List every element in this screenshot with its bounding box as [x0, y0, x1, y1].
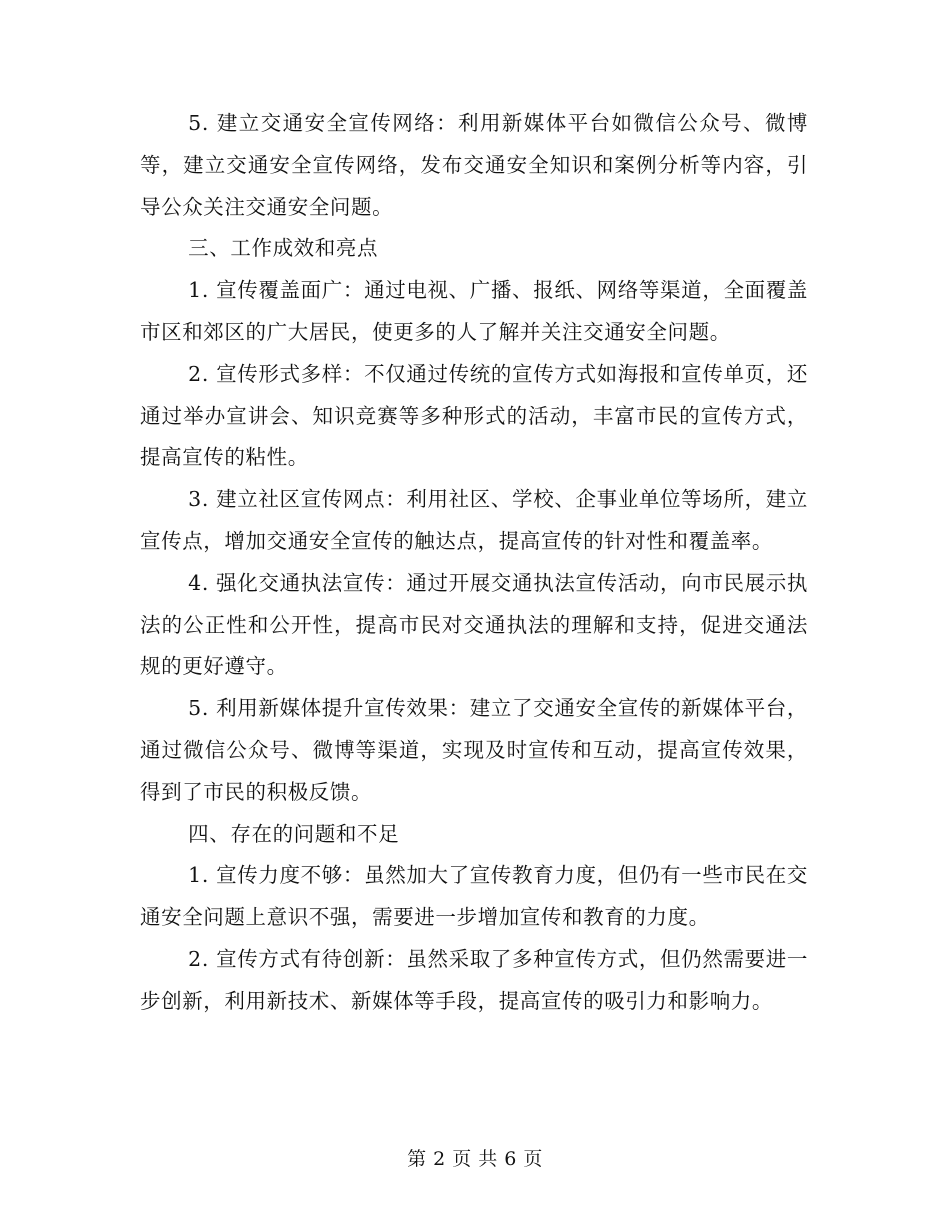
paragraph-item: 2. 宣传形式多样：不仅通过传统的宣传方式如海报和宣传单页，还通过举办宣讲会、知识竞赛等多种形式的活动，丰富市民的宣传方式，提高宣传的粘性。 [140, 361, 808, 470]
paragraph-item: 3. 建立社区宣传网点：利用社区、学校、企事业单位等场所，建立宣传点，增加交通安全宣传的触达点，提高宣传的针对性和覆盖率。 [140, 487, 808, 553]
paragraph-item: 2. 宣传方式有待创新：虽然采取了多种宣传方式，但仍然需要进一步创新，利用新技术、新媒体等手段，提高宣传的吸引力和影响力。 [140, 946, 808, 1013]
section-heading: 四、存在的问题和不足 [188, 821, 400, 846]
paragraph-item: 5. 建立交通安全宣传网络：利用新媒体平台如微信公众号、微博等，建立交通安全宣传网络，发布交通安全知识和案例分析等内容，引导公众关注交通安全问题。 [140, 111, 808, 219]
section-heading: 三、工作成效和亮点 [188, 236, 379, 261]
document-body [140, 103, 808, 1023]
paragraph-item: 4. 强化交通执法宣传：通过开展交通执法宣传活动，向市民展示执法的公正性和公开性，提高市民对交通执法的理解和支持，促进交通法规的更好遵守。 [140, 570, 808, 679]
paragraph-item: 1. 宣传力度不够：虽然加大了宣传教育力度，但仍有一些市民在交通安全问题上意识不强，需要进一步增加宣传和教育的力度。 [140, 863, 808, 930]
page-number-footer: 第 2 页 共 6 页 [407, 1148, 543, 1170]
paragraph-item: 1. 宣传覆盖面广：通过电视、广播、报纸、网络等渠道，全面覆盖市区和郊区的广大居民，使更多的人了解并关注交通安全问题。 [140, 278, 808, 344]
paragraph-item: 5. 利用新媒体提升宣传效果：建立了交通安全宣传的新媒体平台，通过微信公众号、微博等渠道，实现及时宣传和互动，提高宣传效果，得到了市民的积极反馈。 [140, 696, 808, 804]
